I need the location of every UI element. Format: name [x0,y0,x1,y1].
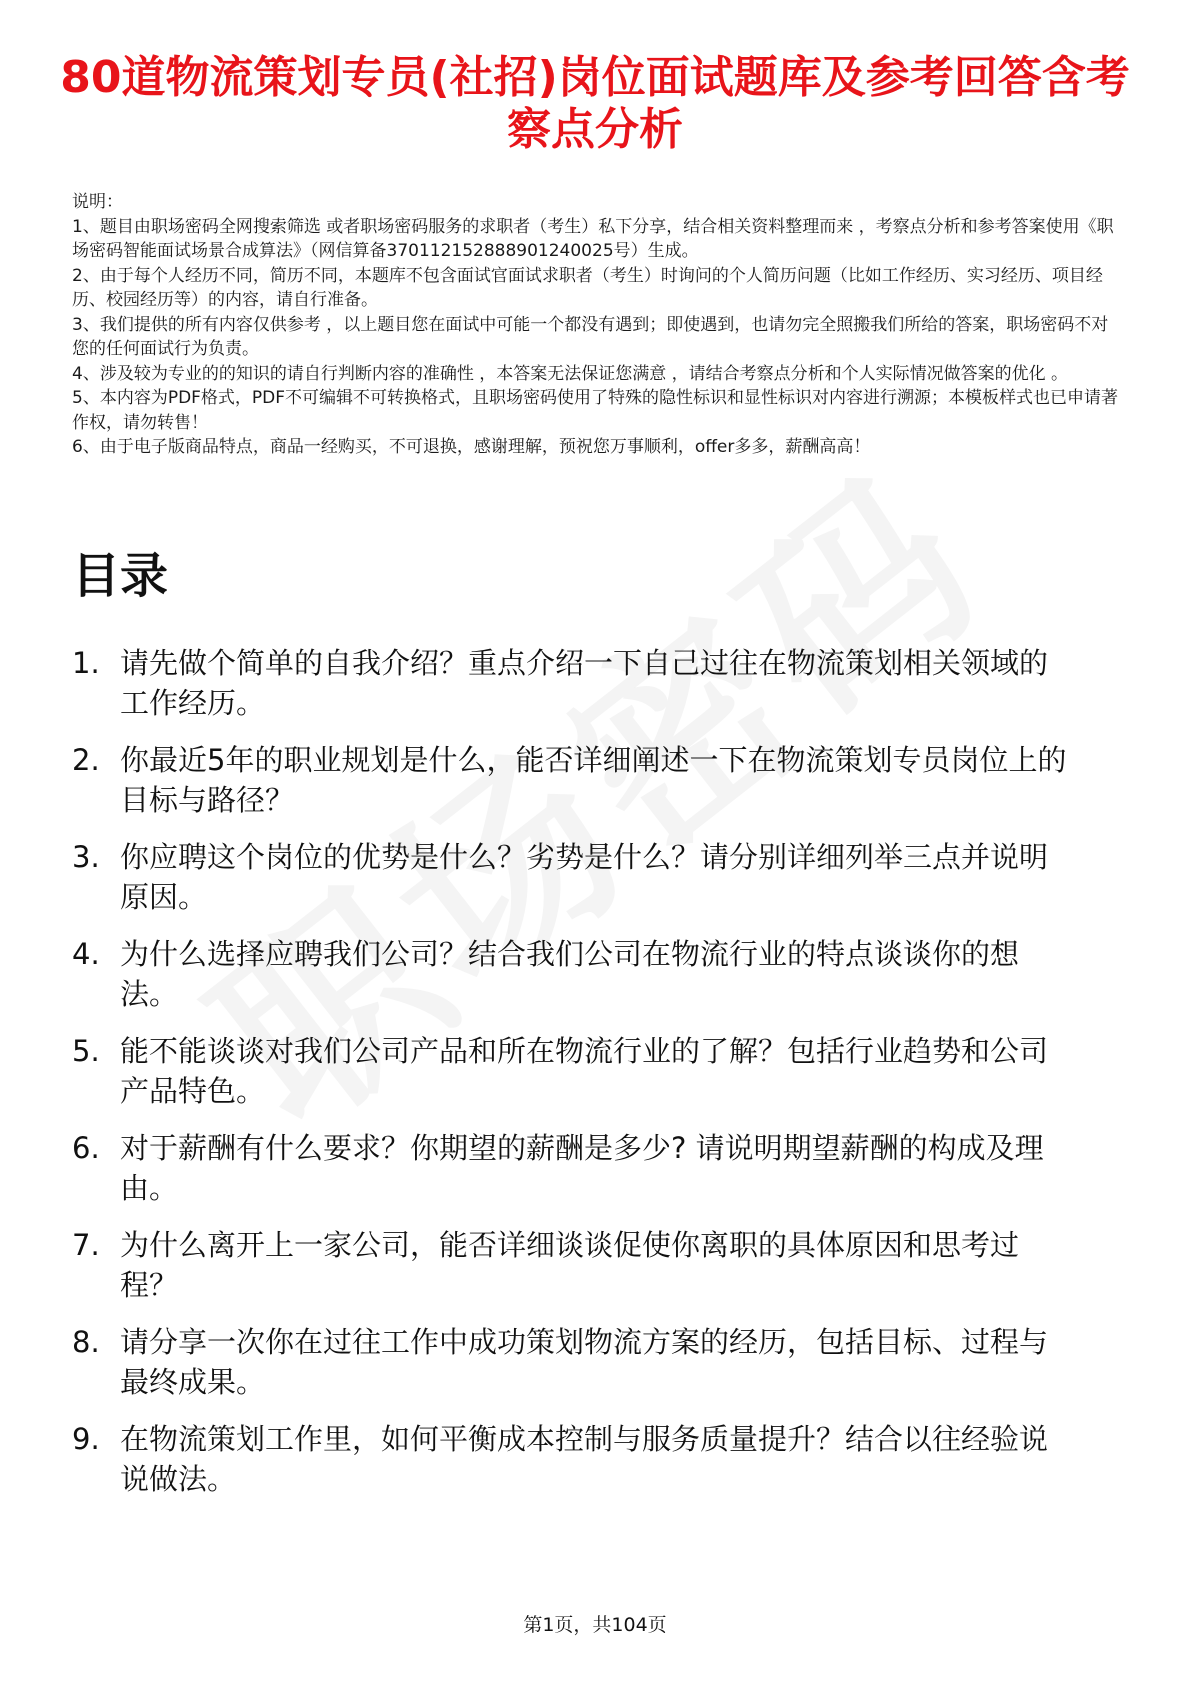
toc-item-number: 2. [72,743,100,777]
toc-item-text[interactable]: 能不能谈谈对我们公司产品和所在物流行业的了解？包括行业趋势和公司产品特色。 [120,1034,1049,1108]
toc-item-number: 4. [72,937,100,971]
toc-item-number: 7. [72,1228,100,1262]
toc-item-number: 9. [72,1422,100,1456]
notes-section [72,190,1122,460]
toc-item[interactable] [72,1128,1072,1225]
toc-item-number: 6. [72,1131,100,1165]
document-title: 80道物流策划专员(社招)岗位面试题库及参考回答含考察点分析 [60,52,1130,155]
toc-item[interactable] [72,1031,1072,1128]
toc-heading: 目录 [72,548,169,604]
page-footer: 第1页，共104页 [523,1614,667,1636]
toc-item[interactable] [72,1322,1072,1419]
toc-item[interactable] [72,740,1072,837]
toc-item-number: 8. [72,1325,100,1359]
toc-item-text[interactable]: 在物流策划工作里，如何平衡成本控制与服务质量提升？结合以往经验说说做法。 [120,1422,1049,1496]
toc-item[interactable] [72,837,1072,934]
toc-item-text[interactable]: 请分享一次你在过往工作中成功策划物流方案的经历，包括目标、过程与最终成果。 [120,1325,1049,1399]
toc-item[interactable] [72,1419,1072,1516]
toc-list [72,643,1072,1516]
toc-item-number: 1. [72,646,100,680]
notes-heading: 说明： [72,192,123,212]
notes-item: 1、题目由职场密码全网搜索筛选 或者职场密码服务的求职者（考生）私下分享，结合相关资料整理而来 ，考察点分析和参考答案使用《职场密码智能面试场景合成算法》（网信算备370112152888901240025号）生成。 [72,216,1114,261]
toc-item-text[interactable]: 对于薪酬有什么要求？你期望的薪酬是多少? 请说明期望薪酬的构成及理由。 [120,1131,1044,1205]
toc-item-text[interactable]: 请先做个简单的自我介绍？重点介绍一下自己过往在物流策划相关领域的工作经历。 [120,646,1049,720]
toc-item[interactable] [72,1225,1072,1322]
notes-item: 6、由于电子版商品特点，商品一经购买，不可退换，感谢理解，预祝您万事顺利，offer多多，薪酬高高！ [72,437,871,457]
notes-item: 2、由于每个人经历不同，简历不同，本题库不包含面试官面试求职者（考生）时询问的个人简历问题（比如工作经历、实习经历、项目经历、校园经历等）的内容，请自行准备。 [72,265,1103,310]
toc-item-number: 3. [72,840,100,874]
toc-item-text[interactable]: 你最近5年的职业规划是什么，能否详细阐述一下在物流策划专员岗位上的目标与路径？ [120,743,1067,817]
notes-item: 3、我们提供的所有内容仅供参考 ，以上题目您在面试中可能一个都没有遇到；即使遇到，也请勿完全照搬我们所给的答案，职场密码不对您的任何面试行为负责。 [72,314,1109,359]
toc-item-text[interactable]: 为什么离开上一家公司，能否详细谈谈促使你离职的具体原因和思考过程？ [120,1228,1020,1302]
toc-item[interactable] [72,643,1072,740]
notes-item: 5、本内容为PDF格式，PDF不可编辑不可转换格式，且职场密码使用了特殊的隐性标识和显性标识对内容进行溯源；本模板样式也已申请著作权，请勿转售！ [72,388,1119,433]
toc-item-number: 5. [72,1034,100,1068]
toc-item-text[interactable]: 为什么选择应聘我们公司？结合我们公司在物流行业的特点谈谈你的想法。 [120,937,1020,1011]
toc-item[interactable] [72,934,1072,1031]
toc-item-text[interactable]: 你应聘这个岗位的优势是什么？劣势是什么？请分别详细列举三点并说明原因。 [120,840,1049,914]
notes-item: 4、涉及较为专业的的知识的请自行判断内容的准确性 ，本答案无法保证您满意 ，请结合考察点分析和个人实际情况做答案的优化 。 [72,363,1069,384]
